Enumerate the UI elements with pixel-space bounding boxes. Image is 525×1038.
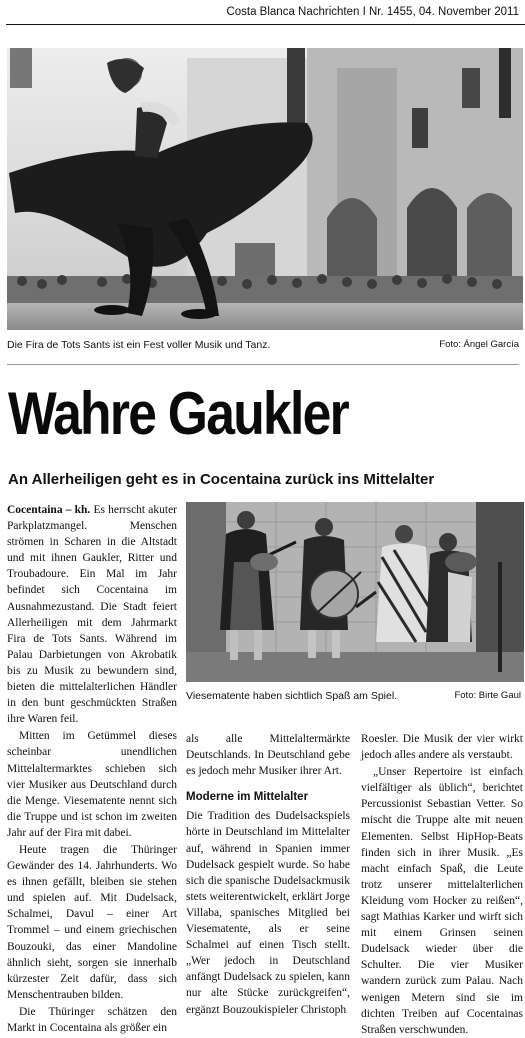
musicians-photo (186, 502, 524, 682)
main-photo-caption: Die Fira de Tots Sants ist ein Fest voller Musik und Tanz. (7, 339, 271, 351)
dancer-photo (7, 48, 523, 330)
section-divider (7, 364, 519, 365)
page-header (0, 0, 525, 28)
paragraph-6: Die Tradition des Dudelsackspiels hörte in Deutschland im Mittelalter auf, während in Spanien immer Dudelsack gespielt wurde. So habe sich die spanische Dudelsackmusik stets weiterentwickelt, erklärt Jorge Villaba, spanisches Mitglied bei Viesematente, als er seine Schalmei auf einen Tisch stellt. „Wer jedoch in Deutschland anfängt Dudelsack zu spielen, kann nur alte Stücke zurückgreifen“, ergänzt Bouzoukispieler Christoph (186, 810, 350, 1016)
main-photo-credit: Foto: Ángel García (439, 339, 519, 350)
paragraph-1-text: Es herrscht akuter Parkplatzmangel. Menschen strömen in Scharen in die Altstadt und mit ihnen Gaukler, Ritter und Troubadoure. Ein Mal im Jahr befindet sich Cocentaina im Ausnahmezustand. Die Stadt feiert Allerheiligen mit dem Jahrmarkt Fira de Tots Sants. Während im Palau Darbietungen von Akrobatik bis zu Musik zu bewundern sind, bieten die mittelalterlichen Händler in den bunt geschmückten Straßen ihre Waren feil. (7, 504, 177, 726)
paragraph-5: als alle Mittelaltermärkte Deutschlands. In Deutschland gebe es jedoch mehr Musiker ihrer Art. (186, 733, 350, 778)
article-column-1 (7, 502, 177, 1036)
paragraph-1 (7, 502, 177, 727)
paragraph-8: „Unser Repertoire ist einfach vielfältiger als üblich“, berichtet Percussionist Sebastian Vetter. So mischt die Truppe alte mit neuen Elementen. Selbst HipHop-Beats finden sich in ihrer Musik. „Es macht einfach Spaß, die Leute trotz unserer mittelalterlichen Kleidung vom Hocker zu reißen“, sagt Mathias Karker und wirft sich mit einem Grinsen seinen Dudelsack wieder über die Schulter. Die vier Musiker wandern zurück zum Palau. Nach wenigen Metern sind sie im dichten Treiben auf Cocentainas Straßen verschwunden. (361, 766, 523, 1036)
article-headline: Wahre Gaukler (8, 380, 348, 447)
article-column-2 (186, 731, 350, 1018)
article-subheadline: An Allerheiligen geht es in Cocentaina zurück ins Mittelalter (8, 471, 435, 488)
paragraph-7: Roesler. Die Musik der vier wirkt jedoch alles andere als verstaubt. (361, 733, 523, 762)
issue-line: Costa Blanca Nachrichten I Nr. 1455, 04. November 2011 (226, 6, 519, 18)
header-rule (6, 24, 525, 25)
article-column-3 (361, 731, 523, 1038)
paragraph-4: Die Thüringer schätzen den Markt in Cocentaina als größer ein (7, 1005, 177, 1034)
dateline: Cocentaina – kh. (7, 504, 91, 516)
small-photo-caption: Viesematente haben sichtlich Spaß am Spiel. (186, 690, 398, 702)
small-photo-credit: Foto: Birte Gaul (454, 690, 521, 701)
paragraph-2: Mitten im Getümmel dieses scheinbar unendlichen Mittelaltermarktes schieben sich vier Musiker aus Deutschland durch die Menge. Viesematente nennt sich die Truppe und ist schon im zweiten Jahr auf der Fira mit dabei. (7, 730, 177, 839)
paragraph-3: Heute tragen die Thüringer Gewänder des 14. Jahrhunderts. Wo es ihnen gefällt, bleiben sie stehen und spielen auf. Mit Dudelsack, Schalmei, Davul – einer Art Trommel – und einem griechischen Bouzouki, das einer Mandoline ähnlich sieht, sorgen sie innerhalb kürzester Zeit dafür, dass sich Menschentrauben bilden. (7, 843, 177, 1001)
section-subheading: Moderne im Mittelalter (186, 791, 309, 804)
